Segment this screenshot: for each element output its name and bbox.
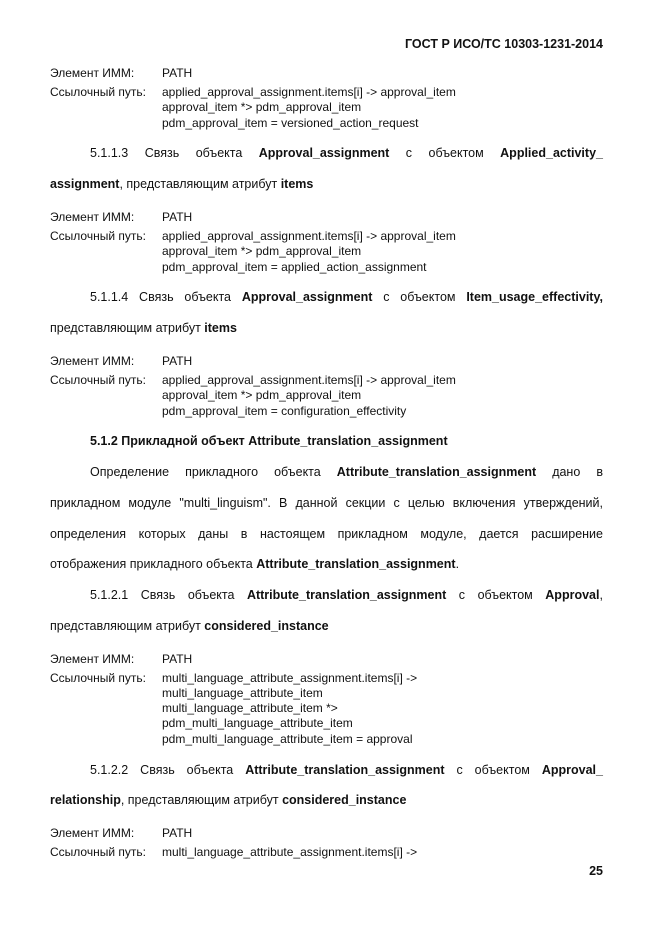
path-line: pdm_approval_item = applied_action_assignment (162, 260, 427, 274)
path-label: Ссылочный путь: (50, 845, 146, 859)
page-number: 25 (589, 864, 603, 878)
element-label: Элемент ИММ: (50, 652, 135, 666)
path-line: approval_item *> pdm_approval_item (162, 244, 362, 258)
path-line: applied_approval_assignment.items[i] -> approval_item (162, 85, 456, 99)
section-5122-heading: 5.1.2.2 Связь объекта Attribute_translation_assignment с объектом Approval_ (90, 763, 603, 777)
path-line: multi_language_attribute_assignment.items[i] -> (162, 845, 418, 859)
path-line: pdm_multi_language_attribute_item (162, 716, 353, 730)
element-value: PATH (162, 210, 193, 224)
document-header: ГОСТ Р ИСО/ТС 10303-1231-2014 (404, 37, 603, 51)
section-512-para-line4: отображения прикладного объекта Attribute_translation_assignment. (50, 557, 460, 571)
section-5121-heading: 5.1.2.1 Связь объекта Attribute_translation_assignment с объектом Approval, (90, 588, 603, 602)
path-label: Ссылочный путь: (50, 671, 146, 685)
section-5114-continuation: представляющим атрибут items (50, 321, 237, 335)
path-line: approval_item *> pdm_approval_item (162, 388, 362, 402)
element-value: PATH (162, 652, 193, 666)
element-value: PATH (162, 826, 193, 840)
section-512-para-line2: прикладном модуле "multi_linguism". В данной секции с целью включения утверждений, (50, 496, 603, 510)
path-label: Ссылочный путь: (50, 373, 146, 387)
element-label: Элемент ИММ: (50, 354, 135, 368)
element-label: Элемент ИММ: (50, 66, 135, 80)
path-line: pdm_multi_language_attribute_item = approval (162, 732, 413, 746)
path-line: applied_approval_assignment.items[i] -> approval_item (162, 229, 456, 243)
section-5114-heading: 5.1.1.4 Связь объекта Approval_assignment с объектом Item_usage_effectivity, (90, 290, 603, 304)
path-line: multi_language_attribute_assignment.items[i] -> (162, 671, 418, 685)
element-label: Элемент ИММ: (50, 826, 135, 840)
path-line: applied_approval_assignment.items[i] -> approval_item (162, 373, 456, 387)
section-5122-continuation: relationship, представляющим атрибут considered_instance (50, 793, 407, 807)
element-value: PATH (162, 354, 193, 368)
path-line: multi_language_attribute_item *> (162, 701, 338, 715)
path-line: pdm_approval_item = configuration_effectivity (162, 404, 407, 418)
path-line: pdm_approval_item = versioned_action_request (162, 116, 419, 130)
path-line: approval_item *> pdm_approval_item (162, 100, 362, 114)
element-value: PATH (162, 66, 193, 80)
section-5113-heading: 5.1.1.3 Связь объекта Approval_assignment с объектом Applied_activity_ (90, 146, 603, 160)
section-512-title: 5.1.2 Прикладной объект Attribute_translation_assignment (90, 434, 448, 448)
element-label: Элемент ИММ: (50, 210, 135, 224)
section-512-para-line3: определения которых даны в настоящем прикладном модуле, дается расширение (50, 527, 603, 541)
section-512-para-line1: Определение прикладного объекта Attribute_translation_assignment дано в (90, 465, 603, 479)
path-label: Ссылочный путь: (50, 85, 146, 99)
path-label: Ссылочный путь: (50, 229, 146, 243)
section-5113-continuation: assignment, представляющим атрибут items (50, 177, 314, 191)
section-5121-continuation: представляющим атрибут considered_instance (50, 619, 329, 633)
path-line: multi_language_attribute_item (162, 686, 323, 700)
